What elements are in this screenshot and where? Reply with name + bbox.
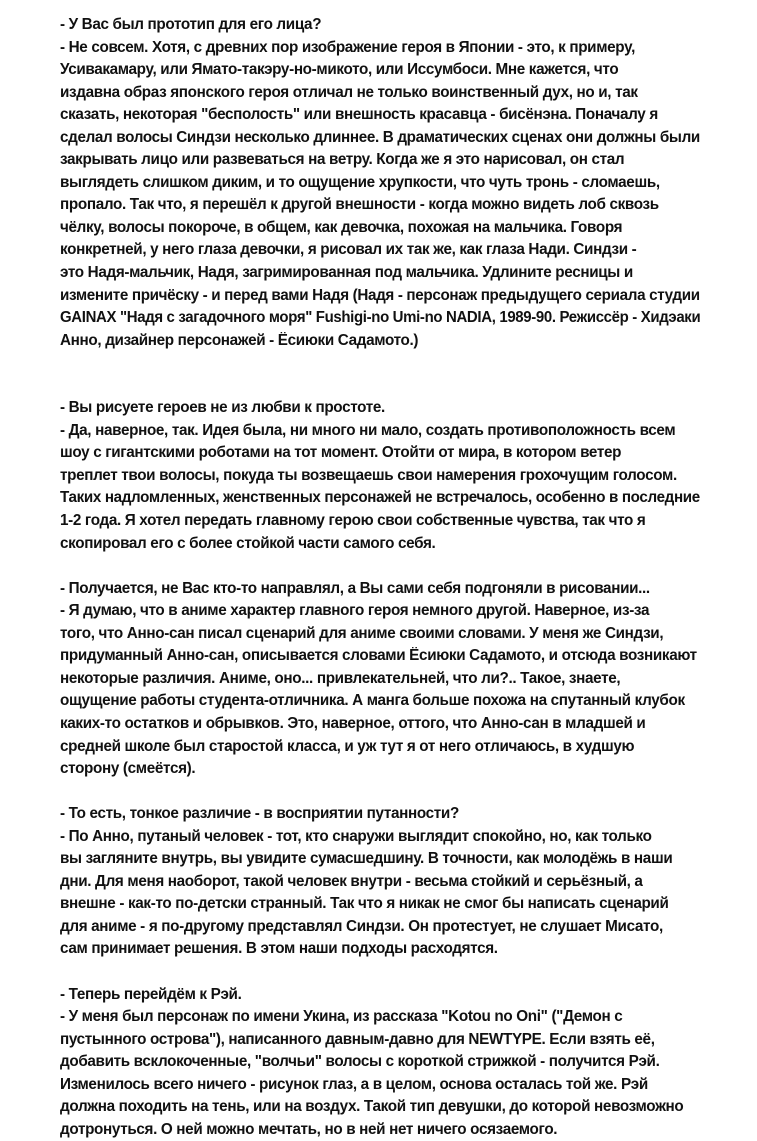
text-line: это Надя-мальчик, Надя, загримированная под мальчика. Удлините ресницы и (60, 264, 633, 282)
text-line: Усивакамару, или Ямато-такэру-но-микото, или Иссумбоси. Мне кажется, что (60, 61, 619, 79)
interview-section (60, 803, 710, 961)
question-line: - Вы рисуете героев не из любви к простоте. (60, 399, 385, 417)
text-line: средней школе был старостой класса, и уж тут я от него отличаюсь, в худшую (60, 737, 635, 755)
section-spacer (60, 781, 710, 804)
interview-section (60, 578, 710, 781)
text-line: чёлку, волосы покороче, в общем, как девочка, похожая на мальчика. Говоря (60, 218, 623, 236)
text-line: пустынного острова"), написанного давным-давно для NEWTYPE. Если взять её, (60, 1030, 655, 1048)
text-line: каких-то остатков и обрывков. Это, наверное, оттого, что Анно-сан в младшей и (60, 714, 646, 732)
text-line: для аниме - я по-другому представлял Синдзи. Он протестует, не слушает Мисато, (60, 917, 663, 935)
section-spacer (60, 555, 710, 578)
text-line: должна походить на тень, или на воздух. Такой тип девушки, до которой невозможно (60, 1098, 684, 1116)
interview-section (60, 397, 710, 555)
text-line: дотронуться. О ней можно мечтать, но в ней нет ничего осязаемого. (60, 1120, 558, 1138)
text-line: GAINAX "Надя с загадочного моря" Fushigi-no Umi-no NADIA, 1989-90. Режиссёр - Хидэаки (60, 309, 701, 327)
text-line: вы загляните внутрь, вы увидите сумасшедшину. В точности, как молодёжь в наши (60, 850, 673, 868)
text-line: внешне - как-то по-детски странный. Так что я никак не смог бы написать сценарий (60, 895, 669, 913)
question-line: - У Вас был прототип для его лица? (60, 16, 322, 33)
text-line: сам принимает решения. В этом наши подходы расходятся. (60, 940, 498, 958)
text-line: издавна образ японского героя отличал не только воинственный дух, но и, так (60, 83, 638, 101)
text-line: шоу с гигантскими роботами на тот момент. Отойти от мира, в котором ветер (60, 444, 622, 462)
section-spacer (60, 961, 710, 984)
text-line: пропало. Так что, я перешёл к другой внешности - когда можно видеть лоб сквозь (60, 196, 659, 214)
text-line: конкретней, у него глаза девочки, я рисовал их так же, как глаза Нади. Синдзи - (60, 241, 637, 259)
section-spacer (60, 375, 710, 398)
section-spacer (60, 352, 710, 375)
question-line: - Теперь перейдём к Рэй. (60, 985, 242, 1003)
text-line: закрывать лицо или развеваться на ветру. Когда же я это нарисовал, он стал (60, 151, 625, 169)
text-line: сказать, некоторая "бесполость" или внешность красавца - бисёнэна. Поначалу я (60, 106, 658, 124)
text-line: - По Анно, путаный человек - тот, кто снаружи выглядит спокойно, но, как только (60, 827, 652, 845)
text-line: некоторые различия. Аниме, оно... привлекательней, что ли?.. Такое, знаете, (60, 669, 621, 687)
text-line: - Да, наверное, так. Идея была, ни много ни мало, создать противоположность всем (60, 421, 676, 439)
text-line: добавить всклокоченные, "волчьи" волосы с короткой стрижкой - получится Рэй. (60, 1053, 660, 1071)
text-line: Изменилось всего ничего - рисунок глаз, а в целом, основа осталась той же. Рэй (60, 1075, 648, 1093)
text-line: выглядеть слишком диким, и то ощущение хрупкости, что чуть тронь - сломаешь, (60, 173, 660, 191)
text-line: - У меня был персонаж по имени Укина, из рассказа "Kotou no Oni" ("Демон с (60, 1008, 623, 1026)
text-line: сделал волосы Синдзи несколько длиннее. В драматических сценах они должны были (60, 128, 700, 146)
text-line: треплет твои волосы, покуда ты возвещаешь свои намерения грохочущим голосом. (60, 466, 677, 484)
text-line: 1-2 года. Я хотел передать главному герою свои собственные чувства, так что я (60, 512, 646, 530)
interview-page (60, 14, 710, 1141)
interview-section (60, 14, 710, 352)
text-line: Таких надломленных, женственных персонажей не встречалось, особенно в последние (60, 489, 700, 507)
text-line: сторону (смеётся). (60, 760, 196, 778)
text-line: ощущение работы студента-отличника. А манга больше похожа на спутанный клубок (60, 692, 685, 710)
text-line: дни. Для меня наоборот, такой человек внутри - весьма стойкий и серьёзный, а (60, 872, 643, 890)
text-line: - Я думаю, что в аниме характер главного героя немного другой. Наверное, из-за (60, 602, 650, 620)
question-line: - То есть, тонкое различие - в восприятии путанности? (60, 805, 459, 823)
text-line: скопировал его с более стойкой части самого себя. (60, 534, 436, 552)
interview-section (60, 984, 710, 1141)
text-line: придуманный Анно-сан, описывается словами Ёсиюки Садамото, и отсюда возникают (60, 647, 697, 665)
text-line: - Не совсем. Хотя, с древних пор изображение героя в Японии - это, к примеру, (60, 38, 635, 56)
text-line: того, что Анно-сан писал сценарий для аниме своими словами. У меня же Синдзи, (60, 624, 664, 642)
text-line: Анно, дизайнер персонажей - Ёсиюки Садамото.) (60, 331, 419, 349)
text-line: измените причёску - и перед вами Надя (Надя - персонаж предыдущего сериала студии (60, 286, 700, 304)
question-line: - Получается, не Вас кто-то направлял, а Вы сами себя подгоняли в рисовании... (60, 579, 650, 597)
